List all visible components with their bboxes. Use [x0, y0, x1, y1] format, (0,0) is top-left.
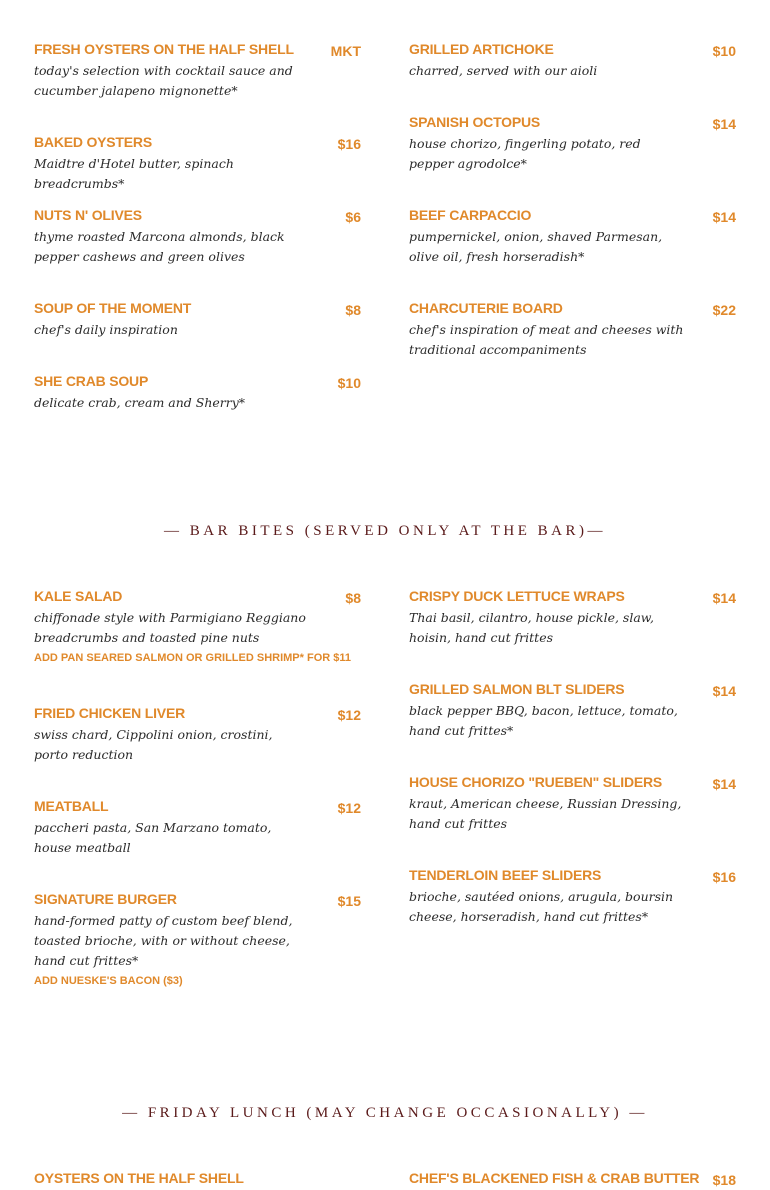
- item-name: BAKED OYSTERS: [34, 134, 152, 150]
- item-addon: ADD NUESKE'S BACON ($3): [34, 975, 183, 987]
- menu-item: [34, 798, 361, 858]
- item-name: FRIED CHICKEN LIVER: [34, 705, 185, 721]
- item-description: Thai basil, cilantro, house pickle, slaw, hoisin, hand cut frittes: [409, 610, 654, 645]
- item-name: BEEF CARPACCIO: [409, 207, 532, 223]
- menu-item: [409, 41, 736, 81]
- menu-item: [409, 774, 736, 834]
- menu-item: [409, 300, 736, 360]
- item-name: NUTS N' OLIVES: [34, 207, 142, 223]
- item-name: FRESH OYSTERS ON THE HALF SHELL: [34, 41, 294, 57]
- menu-item: [409, 681, 736, 741]
- item-name: GRILLED ARTICHOKE: [409, 41, 554, 57]
- item-name: KALE SALAD: [34, 588, 123, 604]
- item-description: chiffonade style with Parmigiano Reggiano breadcrumbs and toasted pine nuts: [34, 610, 306, 645]
- item-name: SHE CRAB SOUP: [34, 373, 149, 389]
- item-name: SIGNATURE BURGER: [34, 891, 177, 907]
- item-description: pumpernickel, onion, shaved Parmesan, olive oil, fresh horseradish*: [409, 229, 663, 264]
- menu-item: [34, 41, 361, 101]
- item-name: HOUSE CHORIZO "RUEBEN" SLIDERS: [409, 774, 663, 790]
- section-heading: — FRIDAY LUNCH (MAY CHANGE OCCASIONALLY) —: [122, 1105, 648, 1121]
- item-name: MEATBALL: [34, 798, 109, 814]
- menu-item: [409, 114, 736, 174]
- item-description: swiss chard, Cippolini onion, crostini, porto reduction: [34, 727, 273, 762]
- menu-item: [409, 867, 736, 927]
- item-name: OYSTERS ON THE HALF SHELL: [34, 1170, 244, 1186]
- item-price: $8: [345, 302, 361, 318]
- item-addon: ADD PAN SEARED SALMON OR GRILLED SHRIMP* FOR $11: [34, 652, 351, 664]
- item-price: $12: [337, 707, 361, 723]
- item-description: black pepper BBQ, bacon, lettuce, tomato, hand cut frittes*: [409, 703, 678, 738]
- item-name: SOUP OF THE MOMENT: [34, 300, 192, 316]
- menu-item: [34, 705, 361, 765]
- item-price: $10: [337, 375, 361, 391]
- item-price: $10: [712, 43, 736, 59]
- item-description: chef's daily inspiration: [34, 322, 178, 337]
- item-name: TENDERLOIN BEEF SLIDERS: [409, 867, 602, 883]
- item-description: paccheri pasta, San Marzano tomato, house meatball: [34, 820, 272, 855]
- item-price: $18: [712, 1172, 736, 1188]
- menu-item: [34, 300, 361, 340]
- item-description: chef's inspiration of meat and cheeses with traditional accompaniments: [409, 322, 684, 357]
- menu-item: [34, 207, 361, 267]
- menu-item: [409, 1170, 736, 1186]
- item-name: GRILLED SALMON BLT SLIDERS: [409, 681, 625, 697]
- item-price: $12: [337, 800, 361, 816]
- item-price: $15: [337, 893, 361, 909]
- item-price: $16: [712, 869, 736, 885]
- item-price: $6: [345, 209, 361, 225]
- item-description: charred, served with our aioli: [409, 63, 598, 78]
- menu-item: [34, 373, 361, 413]
- item-description: brioche, sautéed onions, arugula, boursin cheese, horseradish, hand cut frittes*: [409, 889, 674, 924]
- item-price: $14: [712, 776, 736, 792]
- item-name: CHARCUTERIE BOARD: [409, 300, 563, 316]
- item-price: $16: [337, 136, 361, 152]
- menu-item: [34, 588, 361, 664]
- item-price: $8: [345, 590, 361, 606]
- item-description: today's selection with cocktail sauce and cucumber jalapeno mignonette*: [34, 63, 293, 98]
- item-price: MKT: [330, 43, 361, 59]
- item-description: delicate crab, cream and Sherry*: [34, 395, 246, 410]
- item-name: CHEF'S BLACKENED FISH & CRAB BUTTER: [409, 1170, 700, 1186]
- item-name: SPANISH OCTOPUS: [409, 114, 541, 130]
- item-description: hand-formed patty of custom beef blend, toasted brioche, with or without cheese, hand cut frittes*: [34, 913, 293, 968]
- menu-item: [34, 134, 361, 194]
- item-price: $22: [712, 302, 736, 318]
- section-heading: — BAR BITES (SERVED ONLY AT THE BAR)—: [164, 523, 606, 539]
- item-name: CRISPY DUCK LETTUCE WRAPS: [409, 588, 625, 604]
- menu-item: [409, 207, 736, 267]
- item-description: thyme roasted Marcona almonds, black pepper cashews and green olives: [34, 229, 285, 264]
- item-price: $14: [712, 590, 736, 606]
- item-price: $14: [712, 116, 736, 132]
- item-description: house chorizo, fingerling potato, red pepper agrodolce*: [409, 136, 641, 171]
- item-price: $14: [712, 209, 736, 225]
- item-description: kraut, American cheese, Russian Dressing, hand cut frittes: [409, 796, 682, 831]
- item-description: Maidtre d'Hotel butter, spinach breadcrumbs*: [34, 156, 234, 191]
- item-price: $14: [712, 683, 736, 699]
- menu-item: [409, 588, 736, 648]
- menu-item: [34, 891, 361, 987]
- menu-item: [34, 1170, 361, 1186]
